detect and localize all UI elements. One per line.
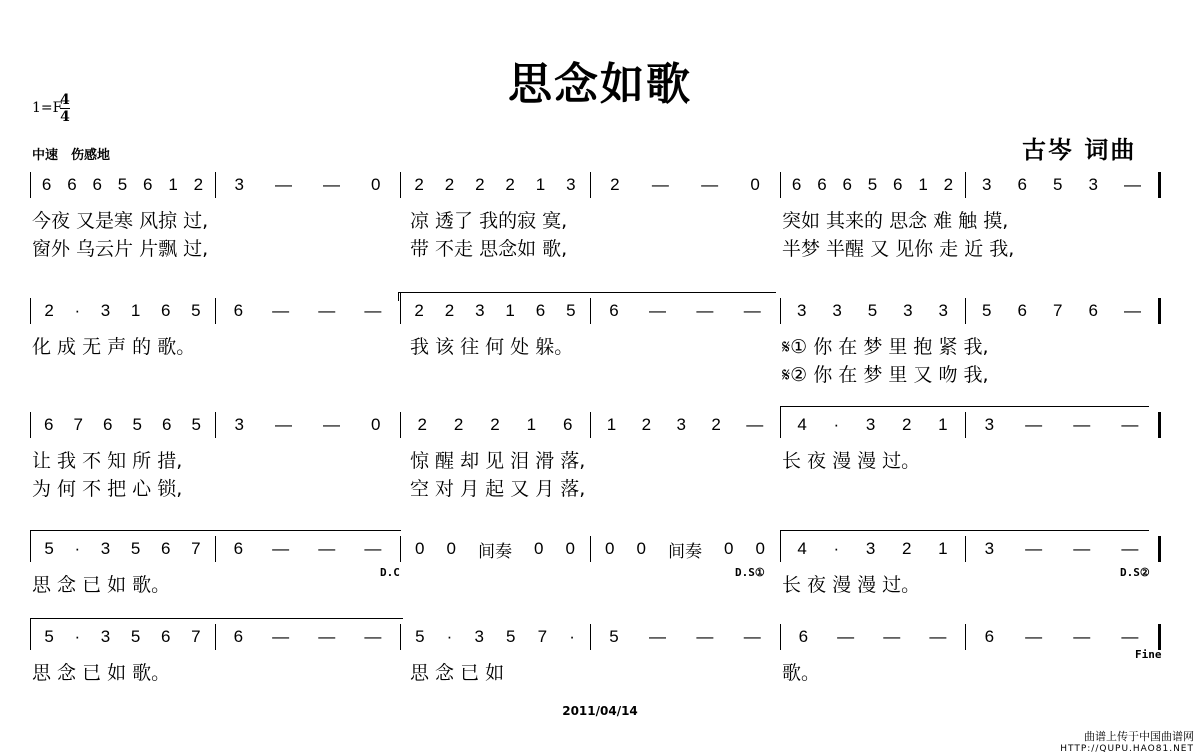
note: 1 bbox=[918, 175, 928, 194]
notation-row bbox=[30, 624, 1170, 650]
measure bbox=[219, 536, 396, 562]
note: 2 bbox=[444, 175, 455, 194]
note: 5 bbox=[609, 627, 619, 646]
note: 7 bbox=[73, 415, 83, 434]
note: 6 bbox=[233, 301, 244, 320]
barline bbox=[30, 624, 31, 650]
note: 5 bbox=[117, 175, 128, 194]
note: 2 bbox=[475, 175, 485, 194]
navigation-mark: Fine bbox=[1135, 648, 1162, 661]
note: 0 bbox=[605, 539, 615, 558]
barline bbox=[30, 412, 31, 438]
note: — bbox=[1025, 627, 1043, 646]
lyric-line-2: 窗外 乌云片 片飘 过, bbox=[32, 238, 209, 260]
barline bbox=[215, 172, 216, 198]
barline bbox=[1158, 624, 1161, 650]
note: — bbox=[1123, 301, 1141, 320]
note: 1 bbox=[130, 301, 141, 320]
note: 6 bbox=[161, 301, 171, 320]
volta-bracket bbox=[780, 406, 1149, 415]
note: 间奏 bbox=[667, 541, 702, 561]
lyric-line-2: 带 不走 思念如 歌, bbox=[410, 238, 568, 260]
note: 1 bbox=[535, 175, 546, 194]
barline bbox=[400, 298, 401, 324]
lyric-line-1: 突如 其来的 思念 难 触 摸, bbox=[782, 210, 1009, 232]
barline bbox=[1158, 412, 1161, 438]
note: 6 bbox=[161, 539, 171, 558]
measure bbox=[34, 298, 211, 324]
note: 3 bbox=[1088, 175, 1098, 194]
note: 7 bbox=[191, 539, 201, 558]
note: 6 bbox=[1088, 301, 1098, 320]
note: 0 bbox=[723, 539, 734, 558]
lyric-line-2: 半梦 半醒 又 见你 走 近 我, bbox=[782, 238, 1015, 260]
measure bbox=[34, 536, 211, 562]
note: — bbox=[649, 301, 667, 320]
note: 1 bbox=[938, 539, 948, 558]
lyric-line-1: 我 该 往 何 处 躲。 bbox=[410, 336, 574, 358]
note: 5 bbox=[982, 301, 992, 320]
measure bbox=[219, 298, 396, 324]
time-top: 4 bbox=[60, 92, 70, 108]
note: — bbox=[743, 627, 761, 646]
note: 2 bbox=[414, 175, 424, 194]
lyric-line-1: 𝄋① 你 在 梦 里 抱 紧 我, bbox=[782, 336, 989, 358]
note: 5 bbox=[132, 415, 142, 434]
barline bbox=[780, 298, 781, 324]
note: 0 bbox=[371, 175, 381, 194]
note: 5 bbox=[506, 627, 516, 646]
note: 2 bbox=[417, 415, 427, 434]
note: 0 bbox=[415, 539, 425, 558]
lyric-line-1: 让 我 不 知 所 措, bbox=[32, 450, 183, 472]
note: 5 bbox=[130, 539, 141, 558]
note: — bbox=[318, 539, 336, 558]
note: 2 bbox=[505, 175, 515, 194]
note: 6 bbox=[791, 175, 802, 194]
note: — bbox=[1073, 415, 1091, 434]
note: — bbox=[274, 175, 292, 194]
note: 5 bbox=[867, 301, 878, 320]
note: — bbox=[1121, 627, 1139, 646]
note: 5 bbox=[566, 301, 576, 320]
volta-bracket bbox=[30, 530, 401, 539]
note: 1 bbox=[606, 415, 617, 434]
barline bbox=[590, 412, 591, 438]
note: 3 bbox=[984, 539, 995, 558]
note: — bbox=[364, 301, 382, 320]
note: 3 bbox=[832, 301, 842, 320]
notation-row bbox=[30, 536, 1170, 562]
note: 5 bbox=[867, 175, 878, 194]
note: 7 bbox=[191, 627, 201, 646]
footer-source: 曲谱上传于中国曲谱网 bbox=[1084, 730, 1194, 743]
note: 0 bbox=[565, 539, 575, 558]
barline bbox=[400, 172, 401, 198]
note: — bbox=[274, 415, 292, 434]
lyric-line-1: 歌。 bbox=[782, 662, 821, 684]
note: 1 bbox=[938, 415, 948, 434]
author-credit: 古岑 词曲 bbox=[1022, 136, 1137, 164]
barline bbox=[400, 412, 401, 438]
note: 5 bbox=[44, 539, 54, 558]
barline bbox=[965, 624, 966, 650]
note: · bbox=[833, 415, 840, 434]
note: 3 bbox=[100, 539, 111, 558]
note: 0 bbox=[750, 175, 760, 194]
measure bbox=[784, 172, 961, 198]
note: 3 bbox=[984, 415, 995, 434]
lyric-line-1: 长 夜 漫 漫 过。 bbox=[782, 450, 921, 472]
measure bbox=[969, 624, 1154, 650]
notation-row bbox=[30, 412, 1170, 438]
time-bottom: 4 bbox=[60, 109, 70, 125]
note: — bbox=[651, 175, 669, 194]
measure bbox=[784, 536, 961, 562]
measure bbox=[594, 624, 776, 650]
barline bbox=[780, 412, 781, 438]
lyric-line-2: 空 对 月 起 又 月 落, bbox=[410, 478, 586, 500]
note: 6 bbox=[984, 627, 995, 646]
note: 3 bbox=[903, 301, 913, 320]
note: — bbox=[323, 415, 340, 434]
measure bbox=[404, 412, 586, 438]
note: 3 bbox=[676, 415, 686, 434]
note: 0 bbox=[446, 539, 456, 558]
barline bbox=[215, 536, 216, 562]
barline bbox=[30, 536, 31, 562]
measure bbox=[594, 536, 776, 562]
note: 6 bbox=[103, 415, 113, 434]
lyric-line-1: 惊 醒 却 见 泪 滑 落, bbox=[410, 450, 586, 472]
lyric-line-1: 长 夜 漫 漫 过。 bbox=[782, 574, 921, 596]
note: 2 bbox=[490, 415, 500, 434]
note: — bbox=[746, 415, 764, 434]
barline bbox=[215, 298, 216, 324]
note: — bbox=[318, 301, 336, 320]
barline bbox=[400, 536, 401, 562]
lyric-line-1: 思 念 已 如 歌。 bbox=[32, 662, 171, 684]
page-title: 思念如歌 bbox=[508, 59, 692, 110]
measure bbox=[594, 298, 776, 324]
date: 2011/04/14 bbox=[562, 704, 638, 718]
barline bbox=[1158, 536, 1161, 562]
note: 6 bbox=[1017, 175, 1027, 194]
measure bbox=[404, 624, 586, 650]
note: — bbox=[837, 627, 855, 646]
measure bbox=[404, 536, 586, 562]
note: 3 bbox=[938, 301, 948, 320]
note: 5 bbox=[130, 627, 141, 646]
note: 4 bbox=[797, 415, 807, 434]
note: 6 bbox=[798, 627, 809, 646]
note: 5 bbox=[1052, 175, 1063, 194]
note: 6 bbox=[67, 175, 77, 194]
measure bbox=[969, 172, 1154, 198]
lyric-line-1: 凉 透了 我的寂 寞, bbox=[410, 210, 568, 232]
note: 3 bbox=[100, 301, 111, 320]
note: · bbox=[833, 539, 840, 558]
volta-bracket bbox=[400, 292, 776, 301]
measure bbox=[784, 412, 961, 438]
measure bbox=[594, 412, 776, 438]
measure bbox=[969, 298, 1154, 324]
note: — bbox=[1025, 539, 1043, 558]
measure bbox=[969, 412, 1154, 438]
note: — bbox=[1073, 627, 1091, 646]
lyric-line-2: 为 何 不 把 心 锁, bbox=[32, 478, 183, 500]
note: — bbox=[701, 175, 719, 194]
barline bbox=[590, 172, 591, 198]
note: 6 bbox=[162, 415, 172, 434]
navigation-mark: D.S① bbox=[735, 566, 765, 579]
barline bbox=[1158, 172, 1161, 198]
measure bbox=[219, 412, 396, 438]
note: — bbox=[743, 301, 761, 320]
note: 3 bbox=[865, 415, 876, 434]
barline bbox=[215, 624, 216, 650]
notation-row bbox=[30, 298, 1170, 324]
barline bbox=[400, 624, 401, 650]
measure bbox=[784, 624, 961, 650]
barline bbox=[780, 172, 781, 198]
note: — bbox=[364, 539, 382, 558]
note: 2 bbox=[902, 539, 912, 558]
note: 3 bbox=[475, 301, 485, 320]
note: 0 bbox=[371, 415, 381, 434]
note: 3 bbox=[865, 539, 876, 558]
note: 4 bbox=[797, 539, 807, 558]
barline bbox=[590, 536, 591, 562]
note: 6 bbox=[143, 175, 153, 194]
time-signature bbox=[60, 92, 70, 125]
lyric-line-1: 思 念 已 如 bbox=[410, 662, 505, 684]
measure bbox=[969, 536, 1154, 562]
note: 2 bbox=[943, 175, 954, 194]
note: 7 bbox=[1052, 301, 1063, 320]
navigation-mark: D.C bbox=[380, 566, 400, 579]
note: 1 bbox=[505, 301, 515, 320]
barline bbox=[30, 172, 31, 198]
lyric-line-1: 化 成 无 声 的 歌。 bbox=[32, 336, 196, 358]
barline bbox=[590, 624, 591, 650]
barline bbox=[965, 172, 966, 198]
note: — bbox=[696, 301, 714, 320]
note: 6 bbox=[41, 175, 52, 194]
note: — bbox=[272, 301, 290, 320]
note: 6 bbox=[161, 627, 171, 646]
note: — bbox=[696, 627, 714, 646]
note: 3 bbox=[796, 301, 807, 320]
note: 3 bbox=[982, 175, 992, 194]
note: — bbox=[1121, 415, 1139, 434]
note: · bbox=[74, 301, 81, 320]
note: — bbox=[272, 539, 290, 558]
barline bbox=[780, 624, 781, 650]
note: 3 bbox=[566, 175, 576, 194]
barline bbox=[965, 298, 966, 324]
note: 2 bbox=[444, 301, 455, 320]
measure bbox=[404, 298, 586, 324]
lyric-line-1: 今夜 又是寒 风掠 过, bbox=[32, 210, 209, 232]
measure bbox=[34, 412, 211, 438]
note: 2 bbox=[453, 415, 464, 434]
measure bbox=[219, 172, 396, 198]
note: 5 bbox=[191, 415, 201, 434]
note: · bbox=[74, 627, 81, 646]
note: — bbox=[323, 175, 340, 194]
note: 5 bbox=[44, 627, 54, 646]
note: 6 bbox=[1017, 301, 1027, 320]
key-signature: 1=F bbox=[32, 100, 63, 116]
note: 0 bbox=[636, 539, 646, 558]
measure bbox=[34, 172, 211, 198]
measure bbox=[219, 624, 396, 650]
tempo-marking: 中速 伤感地 bbox=[32, 148, 111, 163]
note: 6 bbox=[92, 175, 102, 194]
notation-row bbox=[30, 172, 1170, 198]
barline bbox=[965, 536, 966, 562]
note: — bbox=[1123, 175, 1141, 194]
footer-url: HTTP://QUPU.HAO81.NET bbox=[1060, 744, 1194, 754]
note: 1 bbox=[168, 175, 178, 194]
note: — bbox=[883, 627, 901, 646]
note: 5 bbox=[191, 301, 201, 320]
measure bbox=[784, 298, 961, 324]
note: 2 bbox=[44, 301, 54, 320]
note: 间奏 bbox=[477, 541, 512, 561]
note: 6 bbox=[233, 539, 244, 558]
note: 2 bbox=[902, 415, 912, 434]
note: 3 bbox=[100, 627, 111, 646]
note: 6 bbox=[842, 175, 852, 194]
note: 3 bbox=[234, 175, 244, 194]
note: — bbox=[272, 627, 290, 646]
note: · bbox=[569, 627, 575, 646]
note: 1 bbox=[526, 415, 537, 434]
note: 7 bbox=[537, 627, 548, 646]
volta-bracket bbox=[30, 618, 403, 627]
note: 6 bbox=[893, 175, 903, 194]
note: · bbox=[446, 627, 453, 646]
note: — bbox=[318, 627, 336, 646]
measure bbox=[404, 172, 586, 198]
note: 2 bbox=[193, 175, 204, 194]
note: 5 bbox=[415, 627, 425, 646]
measure bbox=[594, 172, 776, 198]
note: 6 bbox=[233, 627, 244, 646]
barline bbox=[780, 536, 781, 562]
note: 0 bbox=[755, 539, 765, 558]
note: 6 bbox=[535, 301, 546, 320]
note: 3 bbox=[234, 415, 244, 434]
note: 6 bbox=[563, 415, 573, 434]
note: 2 bbox=[641, 415, 652, 434]
barline bbox=[965, 412, 966, 438]
note: 2 bbox=[711, 415, 721, 434]
barline bbox=[30, 298, 31, 324]
note: 2 bbox=[610, 175, 620, 194]
barline bbox=[215, 412, 216, 438]
note: 2 bbox=[414, 301, 424, 320]
barline bbox=[1158, 298, 1161, 324]
measure bbox=[34, 624, 211, 650]
volta-bracket bbox=[780, 530, 1149, 539]
note: — bbox=[649, 627, 667, 646]
footer bbox=[1060, 728, 1194, 754]
note: 3 bbox=[474, 627, 484, 646]
note: — bbox=[1073, 539, 1091, 558]
note: · bbox=[74, 539, 81, 558]
barline bbox=[590, 298, 591, 324]
note: — bbox=[929, 627, 947, 646]
note: 6 bbox=[817, 175, 827, 194]
note: 6 bbox=[609, 301, 619, 320]
note: 0 bbox=[533, 539, 544, 558]
note: — bbox=[1121, 539, 1139, 558]
lyric-line-2: 𝄋② 你 在 梦 里 又 吻 我, bbox=[782, 364, 989, 386]
note: 6 bbox=[44, 415, 54, 434]
lyric-line-1: 思 念 已 如 歌。 bbox=[32, 574, 171, 596]
note: — bbox=[1025, 415, 1043, 434]
note: — bbox=[364, 627, 382, 646]
navigation-mark: D.S② bbox=[1120, 566, 1150, 579]
